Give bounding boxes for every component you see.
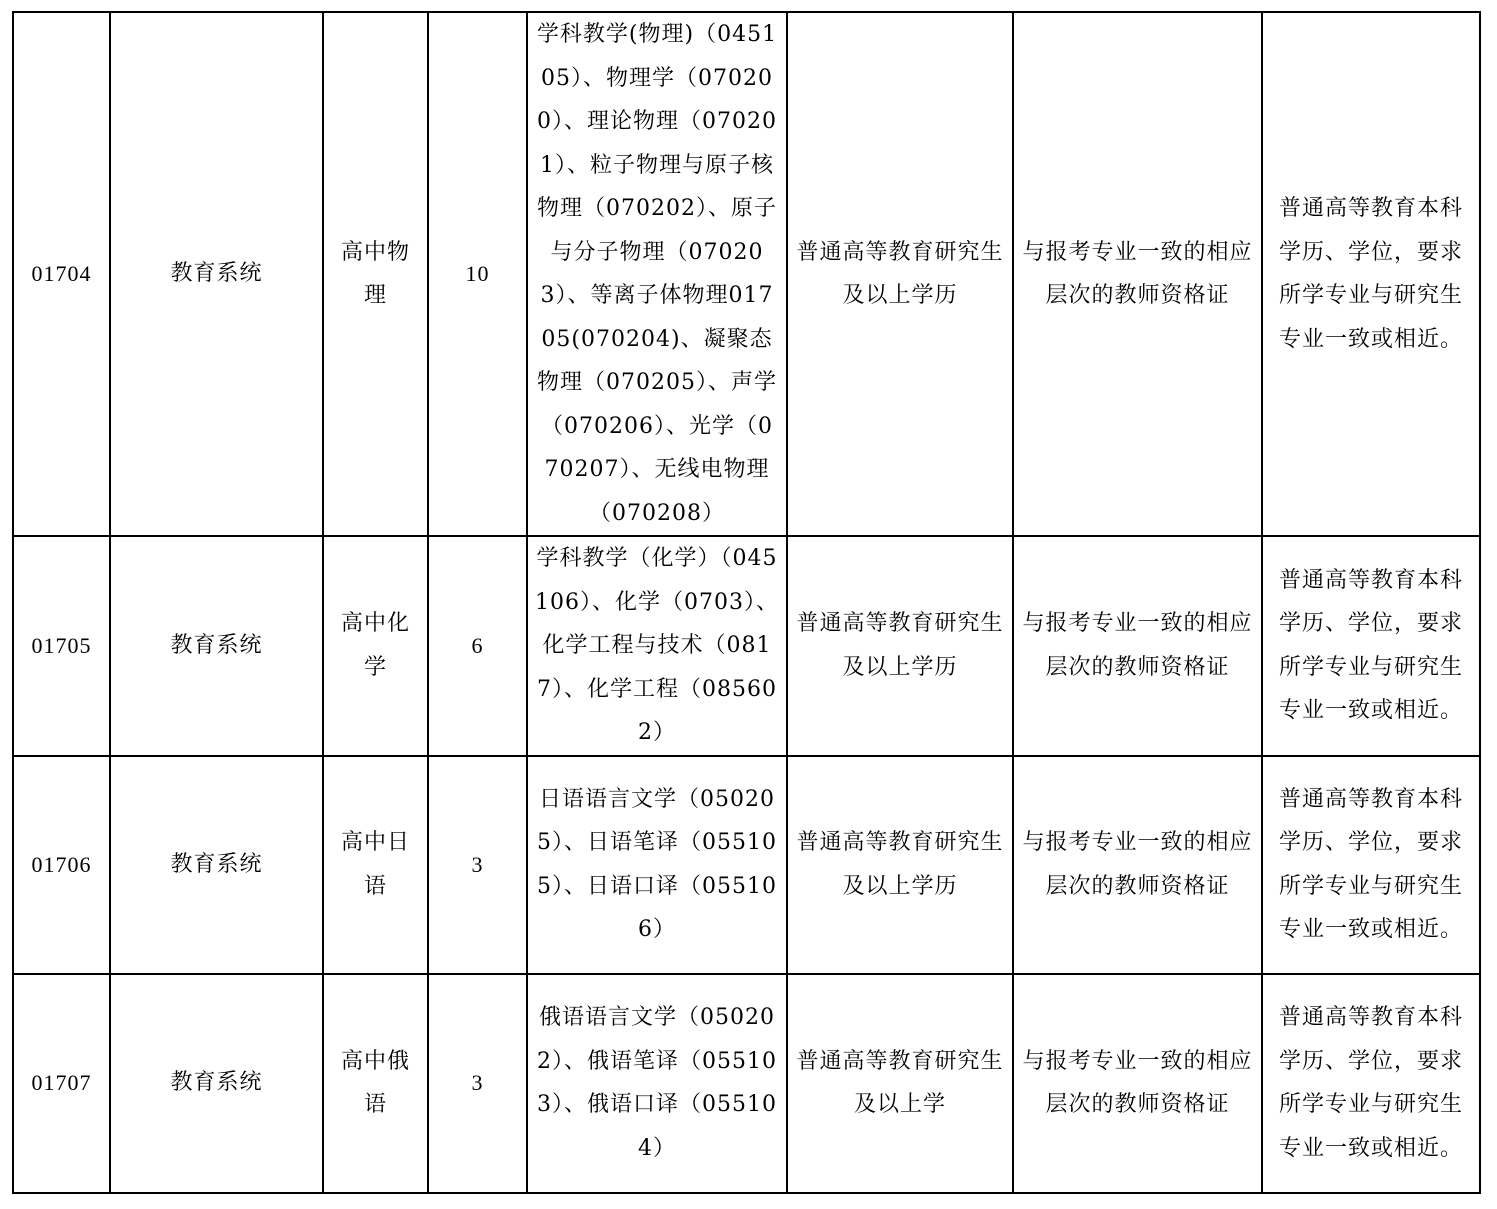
recruit-count: 3 [428,974,527,1193]
certificate-requirement: 与报考专业一致的相应层次的教师资格证 [1013,756,1262,974]
major-requirement: 日语语言文学（050205）、日语笔译（055105）、日语口译（055106） [527,756,787,974]
other-requirement: 普通高等教育本科学历、学位，要求所学专业与研究生专业一致或相近。 [1262,756,1480,974]
certificate-requirement: 与报考专业一致的相应层次的教师资格证 [1013,12,1262,536]
subject: 高中物理 [323,12,428,536]
recruit-count: 3 [428,756,527,974]
subject: 高中俄语 [323,974,428,1193]
position-code: 01705 [13,536,110,756]
major-requirement: 俄语语言文学（050202）、俄语笔译（055103）、俄语口译（055104） [527,974,787,1193]
department: 教育系统 [110,536,323,756]
other-requirement: 普通高等教育本科学历、学位，要求所学专业与研究生专业一致或相近。 [1262,974,1480,1193]
table-row [13,536,1480,756]
department: 教育系统 [110,12,323,536]
subject: 高中日语 [323,756,428,974]
recruitment-table [12,11,1481,1194]
position-code: 01706 [13,756,110,974]
major-requirement: 学科教学（化学）（045106）、化学（0703）、化学工程与技术（0817）、化学工程（085602） [527,536,787,756]
education-requirement: 普通高等教育研究生及以上学历 [787,12,1013,536]
subject: 高中化学 [323,536,428,756]
table-row [13,12,1480,536]
other-requirement: 普通高等教育本科学历、学位，要求所学专业与研究生专业一致或相近。 [1262,12,1480,536]
education-requirement: 普通高等教育研究生及以上学历 [787,756,1013,974]
table-row [13,974,1480,1193]
department: 教育系统 [110,756,323,974]
position-code: 01704 [13,12,110,536]
recruit-count: 10 [428,12,527,536]
position-code: 01707 [13,974,110,1193]
other-requirement: 普通高等教育本科学历、学位，要求所学专业与研究生专业一致或相近。 [1262,536,1480,756]
major-requirement: 学科教学(物理)（045105）、物理学（070200）、理论物理（070201）、粒子物理与原子核物理（070202）、原子与分子物理（070203）、等离子体物理01705(070204)、凝聚态物理（070205）、声学（070206）、光学（070207）、无线电物理（070208） [527,12,787,536]
department: 教育系统 [110,974,323,1193]
education-requirement: 普通高等教育研究生及以上学历 [787,536,1013,756]
certificate-requirement: 与报考专业一致的相应层次的教师资格证 [1013,974,1262,1193]
certificate-requirement: 与报考专业一致的相应层次的教师资格证 [1013,536,1262,756]
education-requirement: 普通高等教育研究生及以上学 [787,974,1013,1193]
recruit-count: 6 [428,536,527,756]
table-row [13,756,1480,974]
